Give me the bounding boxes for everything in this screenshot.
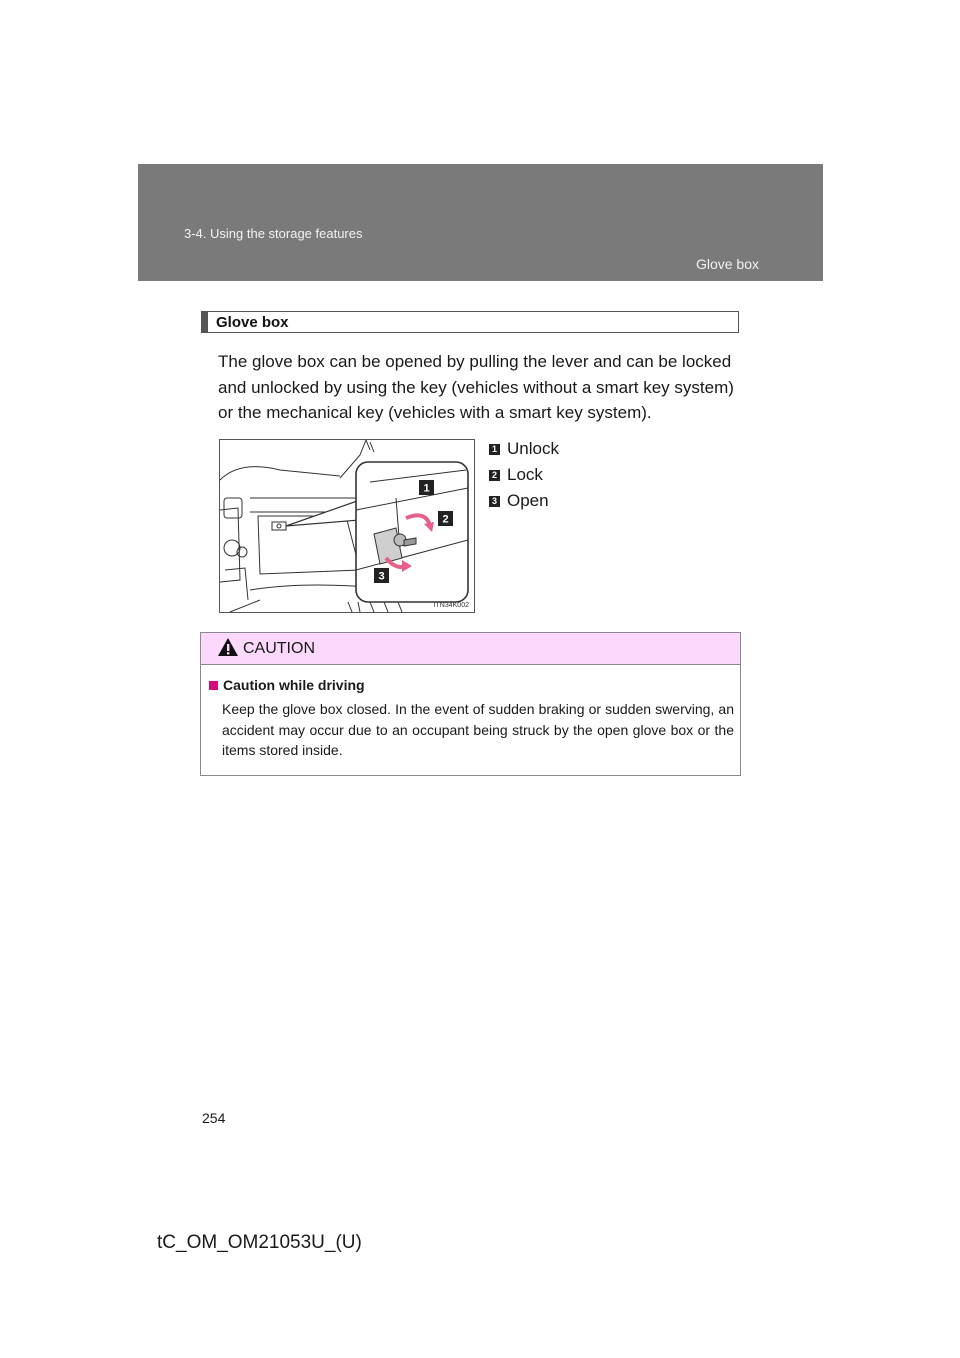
intro-paragraph: The glove box can be opened by pulling the lever and can be locked and unlocked by using the key (vehicles without a smart key system) or the mechanical key (vehicles with a smart key system). xyxy=(218,352,734,422)
legend-label: Open xyxy=(507,491,549,510)
caution-item-heading xyxy=(209,677,365,693)
caution-title: CAUTION xyxy=(243,640,315,657)
legend-item xyxy=(489,488,559,514)
glove-box-illustration xyxy=(219,439,475,613)
section-heading-bar xyxy=(202,312,208,332)
caution-item-title: Caution while driving xyxy=(223,677,365,693)
caution-box xyxy=(200,632,741,776)
legend-number: 3 xyxy=(489,496,500,507)
document-code: tC_OM_OM21053U_(U) xyxy=(157,1232,362,1253)
dashboard-drawing xyxy=(220,440,475,613)
figure-code: ITN34K002 xyxy=(433,602,469,609)
section-title: Glove box xyxy=(216,314,289,331)
callout-legend xyxy=(489,436,559,514)
svg-text:2: 2 xyxy=(442,513,449,526)
square-bullet-icon xyxy=(209,681,218,690)
chapter-label: 3-4. Using the storage features xyxy=(184,226,363,241)
section-heading xyxy=(201,311,739,333)
caution-header xyxy=(201,633,740,665)
warning-triangle-icon xyxy=(217,637,239,657)
legend-label: Unlock xyxy=(507,439,559,458)
header-band xyxy=(138,164,823,281)
legend-item xyxy=(489,436,559,462)
svg-text:1: 1 xyxy=(423,482,430,495)
legend-number: 2 xyxy=(489,470,500,481)
legend-label: Lock xyxy=(507,465,543,484)
legend-item xyxy=(489,462,559,488)
svg-text:3: 3 xyxy=(378,570,385,583)
caution-item-text: Keep the glove box closed. In the event of sudden braking or sudden swerving, an accident may occur due to an occupant being struck by the open glove box or the items stored inside. xyxy=(222,701,734,758)
legend-number: 1 xyxy=(489,444,500,455)
page-number: 254 xyxy=(202,1110,226,1126)
header-section-label: Glove box xyxy=(695,256,759,272)
